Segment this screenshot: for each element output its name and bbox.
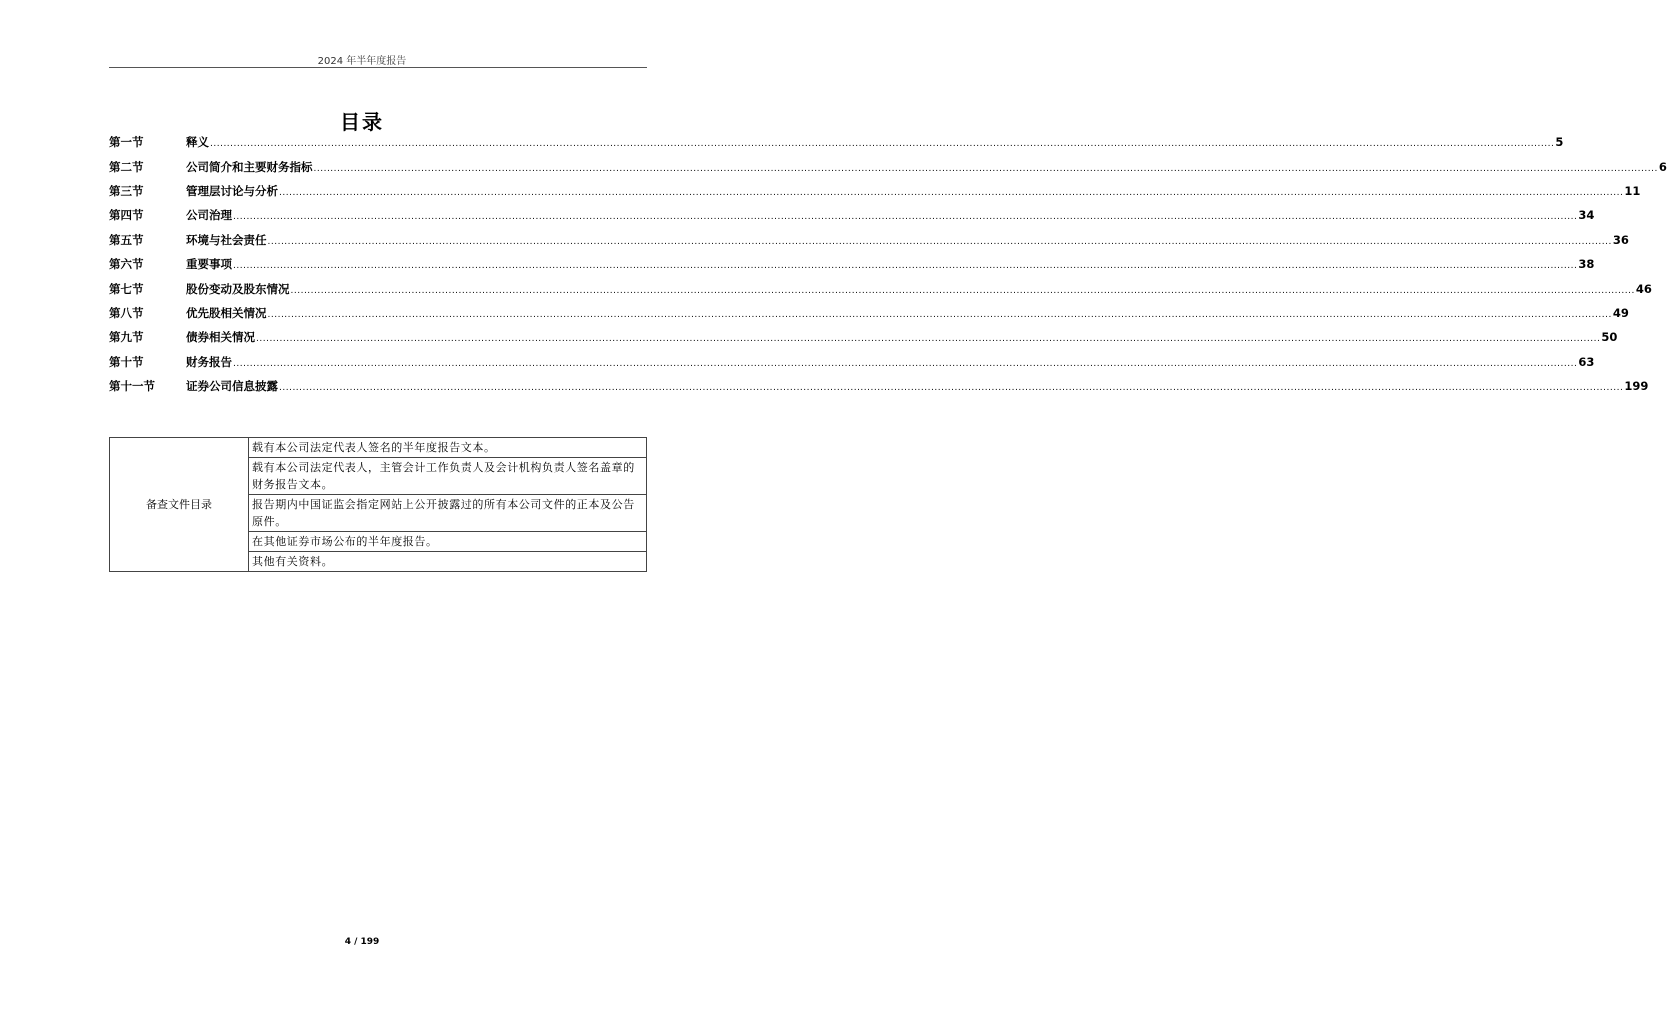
toc-section-number: 第二节 xyxy=(109,159,144,174)
toc-section-number: 第五节 xyxy=(109,232,144,247)
toc-entry[interactable] xyxy=(109,203,1595,227)
toc-page-number: 38 xyxy=(1578,257,1595,272)
toc-section-number: 第一节 xyxy=(109,135,144,150)
toc-dot-leader: ................................................................................................................................................................................................................................................................................................................................................................................................................ xyxy=(210,139,1555,150)
toc-section-number: 第九节 xyxy=(109,330,144,345)
toc-page-number: 5 xyxy=(1555,135,1564,150)
running-header: 2024 年半年度报告 xyxy=(317,56,407,67)
page-number: 4 / 199 xyxy=(344,937,380,947)
toc-dot-leader: ................................................................................................................................................................................................................................................................................................................................................................................................................ xyxy=(233,212,1578,223)
toc-section-title: 环境与社会责任 xyxy=(186,232,267,247)
toc-page-number: 11 xyxy=(1624,183,1641,198)
toc-entry[interactable] xyxy=(109,350,1595,374)
reference-document-item: 载有本公司法定代表人，主管会计工作负责人及会计机构负责人签名盖章的财务报告文本。 xyxy=(249,458,647,495)
toc-section-number: 第七节 xyxy=(109,281,144,296)
toc-section-title: 公司治理 xyxy=(186,208,232,223)
toc-entry[interactable] xyxy=(109,325,1618,349)
toc-section-title: 管理层讨论与分析 xyxy=(186,183,278,198)
toc-section-number: 第十一节 xyxy=(109,379,155,394)
toc-page-number: 36 xyxy=(1612,232,1629,247)
toc-dot-leader: ................................................................................................................................................................................................................................................................................................................................................................................................................ xyxy=(267,236,1612,247)
toc-dot-leader: ................................................................................................................................................................................................................................................................................................................................................................................................................ xyxy=(313,163,1658,174)
toc-dot-leader: ................................................................................................................................................................................................................................................................................................................................................................................................................ xyxy=(233,261,1578,272)
toc-entry[interactable] xyxy=(109,374,1649,398)
toc-section-number: 第八节 xyxy=(109,305,144,320)
toc-section-number: 第六节 xyxy=(109,257,144,272)
header-divider xyxy=(109,67,647,68)
toc-section-number: 第四节 xyxy=(109,208,144,223)
toc-section-number: 第三节 xyxy=(109,183,144,198)
toc-dot-leader: ................................................................................................................................................................................................................................................................................................................................................................................................................ xyxy=(279,383,1624,394)
reference-document-item: 载有本公司法定代表人签名的半年度报告文本。 xyxy=(249,438,647,458)
toc-page-number: 49 xyxy=(1612,305,1629,320)
toc-dot-leader: ................................................................................................................................................................................................................................................................................................................................................................................................................ xyxy=(267,309,1612,320)
toc-section-number: 第十节 xyxy=(109,354,144,369)
reference-document-item: 其他有关资料。 xyxy=(249,552,647,572)
toc-page-number: 50 xyxy=(1601,330,1618,345)
toc-dot-leader: ................................................................................................................................................................................................................................................................................................................................................................................................................ xyxy=(233,358,1578,369)
toc-entry[interactable] xyxy=(109,228,1629,252)
toc-page-number: 34 xyxy=(1578,208,1595,223)
toc-dot-leader: ................................................................................................................................................................................................................................................................................................................................................................................................................ xyxy=(279,187,1624,198)
table-of-contents xyxy=(109,130,1667,398)
toc-entry[interactable] xyxy=(109,154,1667,178)
toc-heading: 目录 xyxy=(340,110,384,134)
toc-section-title: 公司简介和主要财务指标 xyxy=(186,159,313,174)
toc-dot-leader: ................................................................................................................................................................................................................................................................................................................................................................................................................ xyxy=(290,285,1635,296)
toc-section-title: 财务报告 xyxy=(186,354,232,369)
toc-entry[interactable] xyxy=(109,130,1564,154)
toc-section-title: 优先股相关情况 xyxy=(186,305,267,320)
reference-documents-table xyxy=(109,437,647,572)
toc-entry[interactable] xyxy=(109,252,1595,276)
toc-page-number: 63 xyxy=(1578,354,1595,369)
reference-document-item: 在其他证券市场公布的半年度报告。 xyxy=(249,532,647,552)
toc-section-title: 股份变动及股东情况 xyxy=(186,281,290,296)
toc-entry[interactable] xyxy=(109,179,1641,203)
table-row xyxy=(110,438,647,458)
toc-entry[interactable] xyxy=(109,276,1652,300)
reference-documents-label: 备查文件目录 xyxy=(110,438,249,572)
toc-section-title: 重要事项 xyxy=(186,257,232,272)
toc-section-title: 释义 xyxy=(186,135,209,150)
toc-section-title: 债券相关情况 xyxy=(186,330,255,345)
reference-document-item: 报告期内中国证监会指定网站上公开披露过的所有本公司文件的正本及公告原件。 xyxy=(249,495,647,532)
toc-dot-leader: ................................................................................................................................................................................................................................................................................................................................................................................................................ xyxy=(256,334,1601,345)
toc-page-number: 6 xyxy=(1658,159,1667,174)
toc-page-number: 46 xyxy=(1635,281,1652,296)
toc-section-title: 证券公司信息披露 xyxy=(186,379,278,394)
toc-entry[interactable] xyxy=(109,301,1629,325)
toc-page-number: 199 xyxy=(1624,379,1649,394)
